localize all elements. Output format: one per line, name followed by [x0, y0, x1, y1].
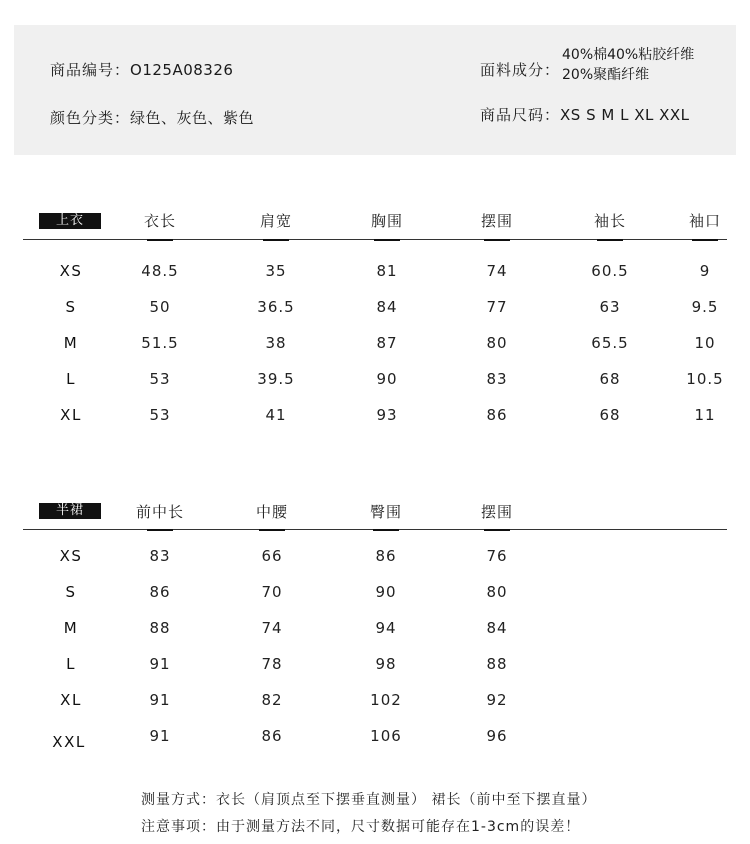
top-header-hem: 摆围	[480, 212, 514, 230]
value-cell: 83	[486, 370, 508, 388]
top-header-sleeve: 袖长	[593, 212, 627, 230]
value-cell: 80	[486, 583, 508, 601]
value-cell: 39.5	[257, 370, 295, 388]
value-cell: 91	[149, 691, 171, 709]
value-cell: 93	[376, 406, 398, 424]
color-label: 颜色分类：	[50, 109, 131, 127]
top-header-shoulder: 肩宽	[259, 212, 293, 230]
value-cell: 41	[265, 406, 287, 424]
value-cell: 50	[149, 298, 171, 316]
size-cell: XXL	[52, 733, 86, 751]
value-cell: 11	[694, 406, 716, 424]
value-cell: 102	[370, 691, 402, 709]
value-cell: 94	[375, 619, 397, 637]
value-cell: 90	[376, 370, 398, 388]
value-cell: 9.5	[691, 298, 719, 316]
value-cell: 86	[486, 406, 508, 424]
skirt-header-hem: 摆围	[480, 503, 514, 521]
size-label: 商品尺码：	[480, 106, 561, 124]
measurement-method-note: 测量方式：衣长（肩顶点至下摆垂直测量） 裙长（前中至下摆直量）	[141, 792, 597, 808]
value-cell: 88	[149, 619, 171, 637]
top-table-tag: 上衣	[39, 213, 101, 229]
value-cell: 70	[261, 583, 283, 601]
top-header-tick	[484, 239, 510, 241]
skirt-header-tick	[147, 529, 173, 531]
value-cell: 65.5	[591, 334, 629, 352]
value-cell: 74	[486, 262, 508, 280]
value-cell: 86	[149, 583, 171, 601]
value-cell: 53	[149, 370, 171, 388]
value-cell: 51.5	[141, 334, 179, 352]
value-cell: 91	[149, 655, 171, 673]
size-cell: L	[66, 370, 76, 388]
value-cell: 74	[261, 619, 283, 637]
value-cell: 82	[261, 691, 283, 709]
size-cell: M	[63, 334, 79, 352]
value-cell: 98	[375, 655, 397, 673]
product-info-panel	[14, 25, 736, 155]
top-header-tick	[147, 239, 173, 241]
top-header-cuff: 袖口	[688, 212, 722, 230]
value-cell: 63	[599, 298, 621, 316]
material-line-2: 20%聚酯纤维	[562, 67, 650, 83]
value-cell: 88	[486, 655, 508, 673]
skirt-header-hip: 臀围	[369, 503, 403, 521]
value-cell: 53	[149, 406, 171, 424]
top-header-length: 衣长	[143, 212, 177, 230]
product-code-label: 商品编号：	[50, 61, 131, 79]
top-header-chest: 胸围	[370, 212, 404, 230]
value-cell: 10.5	[686, 370, 724, 388]
value-cell: 84	[486, 619, 508, 637]
value-cell: 81	[376, 262, 398, 280]
skirt-table-tag: 半裙	[39, 503, 101, 519]
size-cell: XL	[60, 406, 82, 424]
value-cell: 10	[694, 334, 716, 352]
skirt-header-waist: 中腰	[255, 503, 289, 521]
value-cell: 78	[261, 655, 283, 673]
size-cell: XL	[60, 691, 82, 709]
material-line-1: 40%棉40%粘胶纤维	[562, 47, 695, 63]
value-cell: 35	[265, 262, 287, 280]
value-cell: 9	[699, 262, 711, 280]
value-cell: 96	[486, 727, 508, 745]
value-cell: 68	[599, 370, 621, 388]
top-header-tick	[597, 239, 623, 241]
color-value: 绿色、灰色、紫色	[130, 109, 255, 127]
value-cell: 76	[486, 547, 508, 565]
value-cell: 84	[376, 298, 398, 316]
value-cell: 77	[486, 298, 508, 316]
value-cell: 80	[486, 334, 508, 352]
value-cell: 90	[375, 583, 397, 601]
value-cell: 86	[375, 547, 397, 565]
size-cell: L	[66, 655, 76, 673]
skirt-header-tick	[259, 529, 285, 531]
value-cell: 92	[486, 691, 508, 709]
skirt-header-front-length: 前中长	[135, 503, 185, 521]
measurement-caution-note: 注意事项：由于测量方法不同，尺寸数据可能存在1-3cm的误差！	[141, 819, 581, 835]
value-cell: 38	[265, 334, 287, 352]
top-header-tick	[263, 239, 289, 241]
size-value: XS S M L XL XXL	[560, 106, 690, 124]
value-cell: 106	[370, 727, 402, 745]
material-label: 面料成分：	[480, 61, 561, 79]
size-cell: S	[65, 583, 77, 601]
color-options	[50, 107, 254, 128]
product-code-value: O125A08326	[130, 61, 234, 79]
top-header-tick	[374, 239, 400, 241]
value-cell: 91	[149, 727, 171, 745]
size-cell: XS	[59, 262, 83, 280]
size-cell: S	[65, 298, 77, 316]
skirt-header-tick	[484, 529, 510, 531]
value-cell: 66	[261, 547, 283, 565]
value-cell: 60.5	[591, 262, 629, 280]
value-cell: 48.5	[141, 262, 179, 280]
value-cell: 83	[149, 547, 171, 565]
product-code	[50, 59, 233, 80]
top-header-tick	[692, 239, 718, 241]
size-range	[480, 104, 690, 125]
size-cell: M	[63, 619, 79, 637]
value-cell: 86	[261, 727, 283, 745]
value-cell: 68	[599, 406, 621, 424]
material-composition	[562, 45, 694, 85]
skirt-header-tick	[373, 529, 399, 531]
value-cell: 87	[376, 334, 398, 352]
value-cell: 36.5	[257, 298, 295, 316]
size-cell: XS	[59, 547, 83, 565]
